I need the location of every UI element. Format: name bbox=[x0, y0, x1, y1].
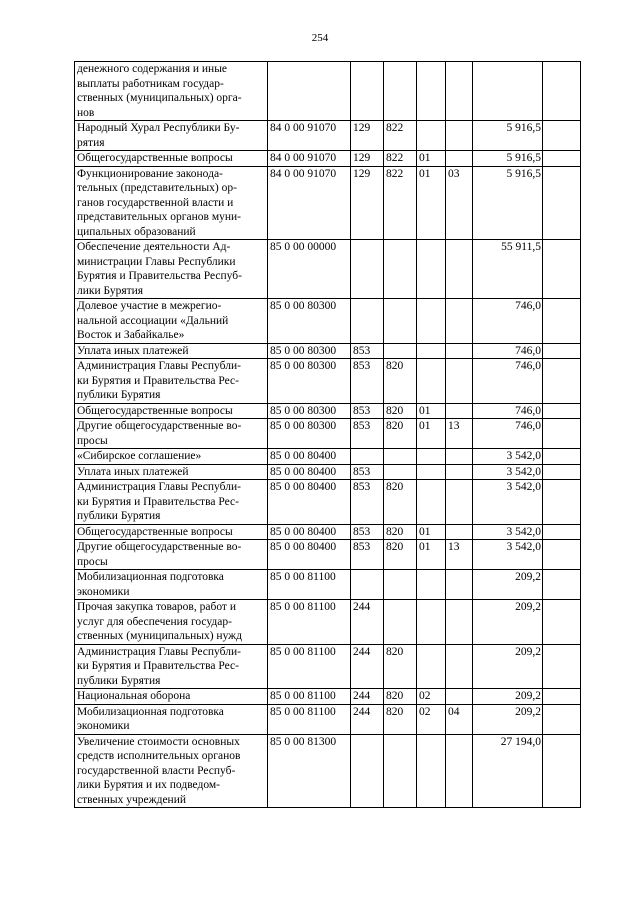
amount-cell: 5 916,5 bbox=[473, 166, 543, 240]
extra-cell bbox=[543, 689, 581, 705]
amount-cell: 3 542,0 bbox=[473, 464, 543, 480]
table-row bbox=[75, 540, 581, 570]
item-name-cell: Функционирование законода- тельных (представительных) ор- ганов государственной власти и представительных органов муни- ципальных образований bbox=[75, 166, 268, 240]
expense-type-cell bbox=[351, 299, 384, 344]
subsection-cell bbox=[446, 524, 473, 540]
section-cell: 02 bbox=[417, 689, 446, 705]
subsection-cell: 03 bbox=[446, 166, 473, 240]
section-cell bbox=[417, 62, 446, 121]
subsection-cell bbox=[446, 449, 473, 465]
section-cell bbox=[417, 480, 446, 525]
item-name-cell: «Сибирское соглашение» bbox=[75, 449, 268, 465]
extra-cell bbox=[543, 540, 581, 570]
amount-cell: 3 542,0 bbox=[473, 540, 543, 570]
item-name-cell: Уплата иных платежей bbox=[75, 343, 268, 359]
amount-cell: 746,0 bbox=[473, 403, 543, 419]
item-name-cell: Общегосударственные вопросы bbox=[75, 524, 268, 540]
ministry-code-cell bbox=[384, 299, 417, 344]
expense-type-cell: 244 bbox=[351, 704, 384, 734]
table-row bbox=[75, 359, 581, 404]
subsection-cell bbox=[446, 644, 473, 689]
target-article-cell: 85 0 00 80400 bbox=[268, 540, 351, 570]
table-row bbox=[75, 166, 581, 240]
section-cell bbox=[417, 449, 446, 465]
subsection-cell bbox=[446, 240, 473, 299]
ministry-code-cell: 820 bbox=[384, 644, 417, 689]
target-article-cell: 84 0 00 91070 bbox=[268, 121, 351, 151]
amount-cell: 55 911,5 bbox=[473, 240, 543, 299]
subsection-cell bbox=[446, 464, 473, 480]
section-cell bbox=[417, 464, 446, 480]
table-row bbox=[75, 449, 581, 465]
section-cell bbox=[417, 359, 446, 404]
table-row bbox=[75, 524, 581, 540]
ministry-code-cell bbox=[384, 240, 417, 299]
target-article-cell: 85 0 00 81100 bbox=[268, 644, 351, 689]
expense-type-cell bbox=[351, 62, 384, 121]
item-name-cell: Другие общегосударственные во- просы bbox=[75, 540, 268, 570]
amount-cell: 5 916,5 bbox=[473, 121, 543, 151]
ministry-code-cell bbox=[384, 734, 417, 808]
section-cell: 01 bbox=[417, 151, 446, 167]
item-name-cell: Администрация Главы Республи- ки Бурятия и Правительства Рес- публики Бурятия bbox=[75, 644, 268, 689]
amount-cell: 3 542,0 bbox=[473, 480, 543, 525]
expense-type-cell: 853 bbox=[351, 480, 384, 525]
target-article-cell: 85 0 00 80400 bbox=[268, 480, 351, 525]
extra-cell bbox=[543, 343, 581, 359]
target-article-cell: 85 0 00 81100 bbox=[268, 570, 351, 600]
section-cell: 01 bbox=[417, 524, 446, 540]
target-article-cell: 85 0 00 81100 bbox=[268, 689, 351, 705]
expense-type-cell: 853 bbox=[351, 464, 384, 480]
expense-type-cell: 853 bbox=[351, 403, 384, 419]
extra-cell bbox=[543, 62, 581, 121]
subsection-cell bbox=[446, 734, 473, 808]
extra-cell bbox=[543, 600, 581, 645]
amount-cell: 209,2 bbox=[473, 644, 543, 689]
expense-type-cell: 853 bbox=[351, 419, 384, 449]
section-cell: 01 bbox=[417, 419, 446, 449]
extra-cell bbox=[543, 464, 581, 480]
target-article-cell: 85 0 00 80300 bbox=[268, 403, 351, 419]
extra-cell bbox=[543, 570, 581, 600]
ministry-code-cell: 820 bbox=[384, 689, 417, 705]
amount-cell: 3 542,0 bbox=[473, 449, 543, 465]
expense-type-cell bbox=[351, 570, 384, 600]
extra-cell bbox=[543, 644, 581, 689]
target-article-cell: 84 0 00 91070 bbox=[268, 151, 351, 167]
table-row bbox=[75, 704, 581, 734]
subsection-cell bbox=[446, 359, 473, 404]
item-name-cell: Уплата иных платежей bbox=[75, 464, 268, 480]
item-name-cell: Мобилизационная подготовка экономики bbox=[75, 570, 268, 600]
extra-cell bbox=[543, 121, 581, 151]
subsection-cell bbox=[446, 480, 473, 525]
table-row bbox=[75, 480, 581, 525]
ministry-code-cell bbox=[384, 62, 417, 121]
budget-table-body bbox=[75, 62, 581, 808]
target-article-cell: 84 0 00 91070 bbox=[268, 166, 351, 240]
target-article-cell: 85 0 00 80400 bbox=[268, 524, 351, 540]
amount-cell: 3 542,0 bbox=[473, 524, 543, 540]
section-cell bbox=[417, 644, 446, 689]
ministry-code-cell bbox=[384, 570, 417, 600]
ministry-code-cell bbox=[384, 600, 417, 645]
expense-type-cell: 244 bbox=[351, 600, 384, 645]
section-cell: 01 bbox=[417, 403, 446, 419]
expense-type-cell: 244 bbox=[351, 689, 384, 705]
target-article-cell: 85 0 00 80300 bbox=[268, 299, 351, 344]
section-cell: 02 bbox=[417, 704, 446, 734]
item-name-cell: Увеличение стоимости основных средств исполнительных органов государственной власти Респуб- лики Бурятия и их подведом- ственных учреждений bbox=[75, 734, 268, 808]
budget-table bbox=[74, 61, 581, 808]
target-article-cell: 85 0 00 81100 bbox=[268, 704, 351, 734]
section-cell bbox=[417, 600, 446, 645]
table-row bbox=[75, 644, 581, 689]
expense-type-cell: 853 bbox=[351, 540, 384, 570]
item-name-cell: Народный Хурал Республики Бу- рятия bbox=[75, 121, 268, 151]
amount-cell: 209,2 bbox=[473, 689, 543, 705]
subsection-cell bbox=[446, 151, 473, 167]
expense-type-cell: 129 bbox=[351, 151, 384, 167]
table-row bbox=[75, 343, 581, 359]
ministry-code-cell: 820 bbox=[384, 419, 417, 449]
item-name-cell: Общегосударственные вопросы bbox=[75, 403, 268, 419]
item-name-cell: Национальная оборона bbox=[75, 689, 268, 705]
ministry-code-cell: 820 bbox=[384, 480, 417, 525]
item-name-cell: Общегосударственные вопросы bbox=[75, 151, 268, 167]
subsection-cell bbox=[446, 121, 473, 151]
subsection-cell: 04 bbox=[446, 704, 473, 734]
ministry-code-cell: 820 bbox=[384, 359, 417, 404]
table-row bbox=[75, 121, 581, 151]
subsection-cell bbox=[446, 403, 473, 419]
table-row bbox=[75, 299, 581, 344]
target-article-cell: 85 0 00 80300 bbox=[268, 359, 351, 404]
amount-cell: 746,0 bbox=[473, 359, 543, 404]
item-name-cell: денежного содержания и иные выплаты работникам государ- ственных (муниципальных) орга- нов bbox=[75, 62, 268, 121]
item-name-cell: Обеспечение деятельности Ад- министрации Главы Республики Бурятия и Правительства Респуб- лики Бурятия bbox=[75, 240, 268, 299]
ministry-code-cell: 822 bbox=[384, 121, 417, 151]
target-article-cell: 85 0 00 80300 bbox=[268, 419, 351, 449]
amount-cell: 27 194,0 bbox=[473, 734, 543, 808]
item-name-cell: Администрация Главы Республи- ки Бурятия и Правительства Рес- публики Бурятия bbox=[75, 359, 268, 404]
section-cell: 01 bbox=[417, 166, 446, 240]
target-article-cell: 85 0 00 80400 bbox=[268, 449, 351, 465]
extra-cell bbox=[543, 449, 581, 465]
amount-cell: 209,2 bbox=[473, 600, 543, 645]
amount-cell: 5 916,5 bbox=[473, 151, 543, 167]
subsection-cell: 13 bbox=[446, 540, 473, 570]
section-cell bbox=[417, 343, 446, 359]
amount-cell bbox=[473, 62, 543, 121]
ministry-code-cell: 820 bbox=[384, 704, 417, 734]
expense-type-cell: 853 bbox=[351, 343, 384, 359]
amount-cell: 746,0 bbox=[473, 419, 543, 449]
ministry-code-cell: 822 bbox=[384, 151, 417, 167]
amount-cell: 209,2 bbox=[473, 704, 543, 734]
extra-cell bbox=[543, 299, 581, 344]
expense-type-cell: 129 bbox=[351, 166, 384, 240]
target-article-cell: 85 0 00 00000 bbox=[268, 240, 351, 299]
subsection-cell: 13 bbox=[446, 419, 473, 449]
section-cell: 01 bbox=[417, 540, 446, 570]
section-cell bbox=[417, 734, 446, 808]
subsection-cell bbox=[446, 600, 473, 645]
subsection-cell bbox=[446, 570, 473, 600]
extra-cell bbox=[543, 419, 581, 449]
expense-type-cell bbox=[351, 240, 384, 299]
page-number: 254 bbox=[311, 32, 329, 44]
ministry-code-cell: 822 bbox=[384, 166, 417, 240]
expense-type-cell: 853 bbox=[351, 359, 384, 404]
expense-type-cell: 244 bbox=[351, 644, 384, 689]
extra-cell bbox=[543, 359, 581, 404]
extra-cell bbox=[543, 166, 581, 240]
table-row bbox=[75, 689, 581, 705]
subsection-cell bbox=[446, 62, 473, 121]
section-cell bbox=[417, 299, 446, 344]
target-article-cell: 85 0 00 81100 bbox=[268, 600, 351, 645]
extra-cell bbox=[543, 704, 581, 734]
expense-type-cell: 129 bbox=[351, 121, 384, 151]
ministry-code-cell: 820 bbox=[384, 524, 417, 540]
amount-cell: 746,0 bbox=[473, 343, 543, 359]
subsection-cell bbox=[446, 343, 473, 359]
subsection-cell bbox=[446, 299, 473, 344]
ministry-code-cell bbox=[384, 464, 417, 480]
extra-cell bbox=[543, 480, 581, 525]
item-name-cell: Администрация Главы Республи- ки Бурятия и Правительства Рес- публики Бурятия bbox=[75, 480, 268, 525]
amount-cell: 746,0 bbox=[473, 299, 543, 344]
target-article-cell: 85 0 00 80300 bbox=[268, 343, 351, 359]
table-row bbox=[75, 403, 581, 419]
ministry-code-cell bbox=[384, 343, 417, 359]
section-cell bbox=[417, 240, 446, 299]
item-name-cell: Мобилизационная подготовка экономики bbox=[75, 704, 268, 734]
item-name-cell: Прочая закупка товаров, работ и услуг для обеспечения государ- ственных (муниципальных) нужд bbox=[75, 600, 268, 645]
target-article-cell: 85 0 00 80400 bbox=[268, 464, 351, 480]
expense-type-cell bbox=[351, 449, 384, 465]
table-row bbox=[75, 600, 581, 645]
ministry-code-cell: 820 bbox=[384, 540, 417, 570]
table-row bbox=[75, 570, 581, 600]
extra-cell bbox=[543, 151, 581, 167]
ministry-code-cell bbox=[384, 449, 417, 465]
subsection-cell bbox=[446, 689, 473, 705]
section-cell bbox=[417, 570, 446, 600]
expense-type-cell: 853 bbox=[351, 524, 384, 540]
table-row bbox=[75, 734, 581, 808]
ministry-code-cell: 820 bbox=[384, 403, 417, 419]
table-row bbox=[75, 151, 581, 167]
target-article-cell: 85 0 00 81300 bbox=[268, 734, 351, 808]
amount-cell: 209,2 bbox=[473, 570, 543, 600]
table-row bbox=[75, 419, 581, 449]
extra-cell bbox=[543, 524, 581, 540]
expense-type-cell bbox=[351, 734, 384, 808]
table-row bbox=[75, 464, 581, 480]
extra-cell bbox=[543, 403, 581, 419]
extra-cell bbox=[543, 734, 581, 808]
target-article-cell bbox=[268, 62, 351, 121]
table-row bbox=[75, 240, 581, 299]
item-name-cell: Другие общегосударственные во- просы bbox=[75, 419, 268, 449]
extra-cell bbox=[543, 240, 581, 299]
section-cell bbox=[417, 121, 446, 151]
item-name-cell: Долевое участие в межрегио- нальной ассоциации «Дальний Восток и Забайкалье» bbox=[75, 299, 268, 344]
table-row bbox=[75, 62, 581, 121]
